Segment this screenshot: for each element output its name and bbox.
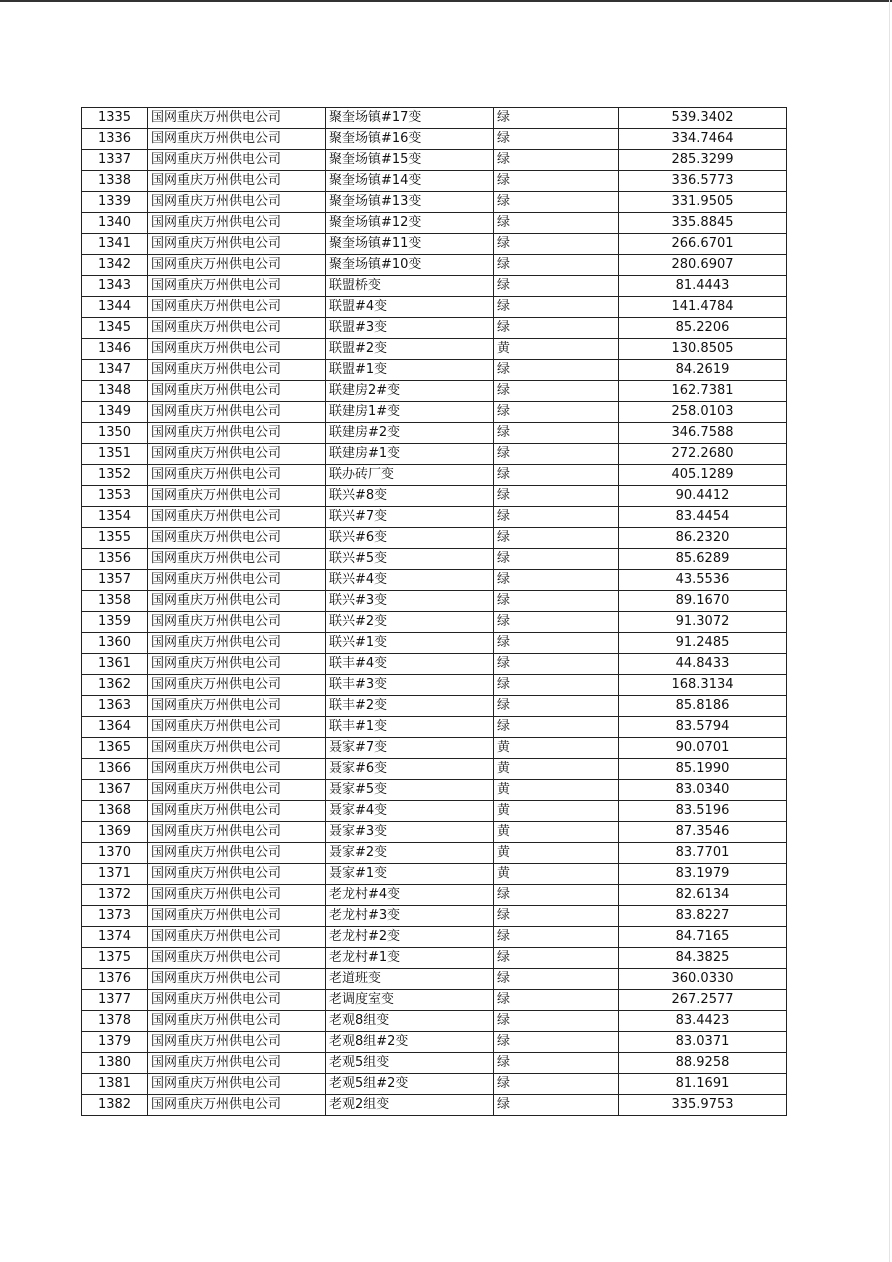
level-cell: 绿 <box>494 276 619 297</box>
company-cell: 国网重庆万州供电公司 <box>148 297 326 318</box>
table-row <box>82 297 787 318</box>
table-row <box>82 927 787 948</box>
station-cell: 老龙村#4变 <box>326 885 494 906</box>
level-cell: 绿 <box>494 297 619 318</box>
value-cell: 162.7381 <box>619 381 787 402</box>
station-cell: 联盟#4变 <box>326 297 494 318</box>
value-cell: 85.1990 <box>619 759 787 780</box>
company-cell: 国网重庆万州供电公司 <box>148 1032 326 1053</box>
station-cell: 老龙村#1变 <box>326 948 494 969</box>
row-number-cell: 1372 <box>82 885 148 906</box>
value-cell: 266.6701 <box>619 234 787 255</box>
company-cell: 国网重庆万州供电公司 <box>148 507 326 528</box>
row-number-cell: 1373 <box>82 906 148 927</box>
table-row <box>82 444 787 465</box>
row-number-cell: 1357 <box>82 570 148 591</box>
station-cell: 联盟#3变 <box>326 318 494 339</box>
company-cell: 国网重庆万州供电公司 <box>148 717 326 738</box>
value-cell: 267.2577 <box>619 990 787 1011</box>
station-cell: 联盟#2变 <box>326 339 494 360</box>
value-cell: 83.1979 <box>619 864 787 885</box>
row-number-cell: 1336 <box>82 129 148 150</box>
table-row <box>82 192 787 213</box>
level-cell: 绿 <box>494 234 619 255</box>
row-number-cell: 1350 <box>82 423 148 444</box>
table-row <box>82 318 787 339</box>
table-row <box>82 1053 787 1074</box>
company-cell: 国网重庆万州供电公司 <box>148 276 326 297</box>
company-cell: 国网重庆万州供电公司 <box>148 549 326 570</box>
company-cell: 国网重庆万州供电公司 <box>148 108 326 129</box>
station-cell: 联盟桥变 <box>326 276 494 297</box>
row-number-cell: 1359 <box>82 612 148 633</box>
table-row <box>82 402 787 423</box>
station-cell: 联丰#1变 <box>326 717 494 738</box>
value-cell: 88.9258 <box>619 1053 787 1074</box>
table-row <box>82 780 787 801</box>
value-cell: 86.2320 <box>619 528 787 549</box>
company-cell: 国网重庆万州供电公司 <box>148 381 326 402</box>
table-row <box>82 255 787 276</box>
level-cell: 黄 <box>494 780 619 801</box>
row-number-cell: 1355 <box>82 528 148 549</box>
level-cell: 绿 <box>494 381 619 402</box>
table-row <box>82 150 787 171</box>
table-row <box>82 1032 787 1053</box>
value-cell: 258.0103 <box>619 402 787 423</box>
table-row <box>82 885 787 906</box>
company-cell: 国网重庆万州供电公司 <box>148 192 326 213</box>
level-cell: 绿 <box>494 1053 619 1074</box>
value-cell: 83.5196 <box>619 801 787 822</box>
row-number-cell: 1354 <box>82 507 148 528</box>
table-row <box>82 528 787 549</box>
station-cell: 聚奎场镇#10变 <box>326 255 494 276</box>
company-cell: 国网重庆万州供电公司 <box>148 591 326 612</box>
value-cell: 539.3402 <box>619 108 787 129</box>
station-cell: 老观8组变 <box>326 1011 494 1032</box>
station-cell: 老龙村#2变 <box>326 927 494 948</box>
company-cell: 国网重庆万州供电公司 <box>148 654 326 675</box>
table-row <box>82 654 787 675</box>
row-number-cell: 1358 <box>82 591 148 612</box>
station-cell: 联建房#2变 <box>326 423 494 444</box>
value-cell: 81.4443 <box>619 276 787 297</box>
value-cell: 285.3299 <box>619 150 787 171</box>
row-number-cell: 1351 <box>82 444 148 465</box>
station-cell: 聂家#7变 <box>326 738 494 759</box>
table-row <box>82 759 787 780</box>
value-cell: 83.0371 <box>619 1032 787 1053</box>
level-cell: 绿 <box>494 465 619 486</box>
row-number-cell: 1368 <box>82 801 148 822</box>
table-row <box>82 738 787 759</box>
value-cell: 83.0340 <box>619 780 787 801</box>
level-cell: 绿 <box>494 528 619 549</box>
table-row <box>82 633 787 654</box>
company-cell: 国网重庆万州供电公司 <box>148 150 326 171</box>
value-cell: 90.4412 <box>619 486 787 507</box>
value-cell: 81.1691 <box>619 1074 787 1095</box>
row-number-cell: 1342 <box>82 255 148 276</box>
station-cell: 老观8组#2变 <box>326 1032 494 1053</box>
level-cell: 黄 <box>494 759 619 780</box>
level-cell: 绿 <box>494 717 619 738</box>
value-cell: 91.2485 <box>619 633 787 654</box>
value-cell: 331.9505 <box>619 192 787 213</box>
row-number-cell: 1375 <box>82 948 148 969</box>
company-cell: 国网重庆万州供电公司 <box>148 318 326 339</box>
company-cell: 国网重庆万州供电公司 <box>148 948 326 969</box>
company-cell: 国网重庆万州供电公司 <box>148 465 326 486</box>
company-cell: 国网重庆万州供电公司 <box>148 843 326 864</box>
value-cell: 83.8227 <box>619 906 787 927</box>
row-number-cell: 1348 <box>82 381 148 402</box>
station-cell: 聂家#5变 <box>326 780 494 801</box>
value-cell: 280.6907 <box>619 255 787 276</box>
value-cell: 89.1670 <box>619 591 787 612</box>
table-row <box>82 213 787 234</box>
row-number-cell: 1382 <box>82 1095 148 1116</box>
table-row <box>82 171 787 192</box>
value-cell: 168.3134 <box>619 675 787 696</box>
company-cell: 国网重庆万州供电公司 <box>148 528 326 549</box>
value-cell: 336.5773 <box>619 171 787 192</box>
page-top-border <box>0 0 892 2</box>
station-cell: 聚奎场镇#13变 <box>326 192 494 213</box>
row-number-cell: 1374 <box>82 927 148 948</box>
company-cell: 国网重庆万州供电公司 <box>148 801 326 822</box>
row-number-cell: 1341 <box>82 234 148 255</box>
station-cell: 联兴#1变 <box>326 633 494 654</box>
company-cell: 国网重庆万州供电公司 <box>148 885 326 906</box>
level-cell: 绿 <box>494 549 619 570</box>
level-cell: 绿 <box>494 969 619 990</box>
company-cell: 国网重庆万州供电公司 <box>148 759 326 780</box>
level-cell: 黄 <box>494 822 619 843</box>
row-number-cell: 1370 <box>82 843 148 864</box>
station-cell: 聂家#4变 <box>326 801 494 822</box>
table-row <box>82 486 787 507</box>
company-cell: 国网重庆万州供电公司 <box>148 129 326 150</box>
table-row <box>82 108 787 129</box>
station-cell: 聂家#2变 <box>326 843 494 864</box>
level-cell: 绿 <box>494 507 619 528</box>
level-cell: 绿 <box>494 423 619 444</box>
station-cell: 聂家#1变 <box>326 864 494 885</box>
company-cell: 国网重庆万州供电公司 <box>148 633 326 654</box>
value-cell: 84.2619 <box>619 360 787 381</box>
station-cell: 聚奎场镇#14变 <box>326 171 494 192</box>
company-cell: 国网重庆万州供电公司 <box>148 1095 326 1116</box>
value-cell: 334.7464 <box>619 129 787 150</box>
row-number-cell: 1343 <box>82 276 148 297</box>
station-cell: 联兴#8变 <box>326 486 494 507</box>
row-number-cell: 1352 <box>82 465 148 486</box>
company-cell: 国网重庆万州供电公司 <box>148 360 326 381</box>
value-cell: 84.3825 <box>619 948 787 969</box>
row-number-cell: 1346 <box>82 339 148 360</box>
company-cell: 国网重庆万州供电公司 <box>148 255 326 276</box>
table-row <box>82 234 787 255</box>
table-row <box>82 969 787 990</box>
table-row <box>82 696 787 717</box>
row-number-cell: 1369 <box>82 822 148 843</box>
value-cell: 83.4454 <box>619 507 787 528</box>
level-cell: 绿 <box>494 1032 619 1053</box>
station-cell: 联丰#3变 <box>326 675 494 696</box>
row-number-cell: 1379 <box>82 1032 148 1053</box>
table-row <box>82 1074 787 1095</box>
row-number-cell: 1335 <box>82 108 148 129</box>
value-cell: 272.2680 <box>619 444 787 465</box>
level-cell: 黄 <box>494 864 619 885</box>
company-cell: 国网重庆万州供电公司 <box>148 444 326 465</box>
level-cell: 绿 <box>494 192 619 213</box>
station-cell: 老道班变 <box>326 969 494 990</box>
company-cell: 国网重庆万州供电公司 <box>148 402 326 423</box>
level-cell: 黄 <box>494 738 619 759</box>
station-cell: 聚奎场镇#12变 <box>326 213 494 234</box>
data-table <box>81 107 787 1116</box>
row-number-cell: 1365 <box>82 738 148 759</box>
level-cell: 绿 <box>494 570 619 591</box>
row-number-cell: 1371 <box>82 864 148 885</box>
table-row <box>82 717 787 738</box>
table-row <box>82 906 787 927</box>
company-cell: 国网重庆万州供电公司 <box>148 339 326 360</box>
table-row <box>82 339 787 360</box>
row-number-cell: 1364 <box>82 717 148 738</box>
station-cell: 联兴#5变 <box>326 549 494 570</box>
company-cell: 国网重庆万州供电公司 <box>148 171 326 192</box>
station-cell: 联建房1#变 <box>326 402 494 423</box>
level-cell: 绿 <box>494 927 619 948</box>
level-cell: 绿 <box>494 906 619 927</box>
row-number-cell: 1377 <box>82 990 148 1011</box>
row-number-cell: 1366 <box>82 759 148 780</box>
value-cell: 83.5794 <box>619 717 787 738</box>
row-number-cell: 1353 <box>82 486 148 507</box>
table-row <box>82 843 787 864</box>
table-row <box>82 1011 787 1032</box>
level-cell: 绿 <box>494 654 619 675</box>
level-cell: 绿 <box>494 129 619 150</box>
value-cell: 44.8433 <box>619 654 787 675</box>
level-cell: 绿 <box>494 591 619 612</box>
company-cell: 国网重庆万州供电公司 <box>148 696 326 717</box>
table-row <box>82 1095 787 1116</box>
station-cell: 联兴#7变 <box>326 507 494 528</box>
company-cell: 国网重庆万州供电公司 <box>148 612 326 633</box>
value-cell: 91.3072 <box>619 612 787 633</box>
row-number-cell: 1338 <box>82 171 148 192</box>
company-cell: 国网重庆万州供电公司 <box>148 864 326 885</box>
station-cell: 联建房2#变 <box>326 381 494 402</box>
row-number-cell: 1347 <box>82 360 148 381</box>
level-cell: 黄 <box>494 801 619 822</box>
row-number-cell: 1381 <box>82 1074 148 1095</box>
company-cell: 国网重庆万州供电公司 <box>148 1011 326 1032</box>
company-cell: 国网重庆万州供电公司 <box>148 675 326 696</box>
station-cell: 聚奎场镇#16变 <box>326 129 494 150</box>
value-cell: 83.4423 <box>619 1011 787 1032</box>
row-number-cell: 1376 <box>82 969 148 990</box>
level-cell: 绿 <box>494 1011 619 1032</box>
company-cell: 国网重庆万州供电公司 <box>148 570 326 591</box>
company-cell: 国网重庆万州供电公司 <box>148 213 326 234</box>
table-row <box>82 990 787 1011</box>
company-cell: 国网重庆万州供电公司 <box>148 969 326 990</box>
level-cell: 黄 <box>494 843 619 864</box>
value-cell: 141.4784 <box>619 297 787 318</box>
value-cell: 335.8845 <box>619 213 787 234</box>
table-row <box>82 360 787 381</box>
station-cell: 聂家#3变 <box>326 822 494 843</box>
row-number-cell: 1349 <box>82 402 148 423</box>
level-cell: 绿 <box>494 360 619 381</box>
table-row <box>82 465 787 486</box>
station-cell: 老调度室变 <box>326 990 494 1011</box>
station-cell: 老观5组变 <box>326 1053 494 1074</box>
row-number-cell: 1339 <box>82 192 148 213</box>
row-number-cell: 1378 <box>82 1011 148 1032</box>
value-cell: 83.7701 <box>619 843 787 864</box>
value-cell: 84.7165 <box>619 927 787 948</box>
station-cell: 联办砖厂变 <box>326 465 494 486</box>
value-cell: 405.1289 <box>619 465 787 486</box>
level-cell: 绿 <box>494 486 619 507</box>
station-cell: 聚奎场镇#11变 <box>326 234 494 255</box>
station-cell: 老观5组#2变 <box>326 1074 494 1095</box>
station-cell: 联兴#4变 <box>326 570 494 591</box>
level-cell: 绿 <box>494 675 619 696</box>
value-cell: 43.5536 <box>619 570 787 591</box>
level-cell: 绿 <box>494 402 619 423</box>
company-cell: 国网重庆万州供电公司 <box>148 234 326 255</box>
station-cell: 联丰#2变 <box>326 696 494 717</box>
level-cell: 绿 <box>494 990 619 1011</box>
value-cell: 335.9753 <box>619 1095 787 1116</box>
station-cell: 联兴#6变 <box>326 528 494 549</box>
level-cell: 绿 <box>494 612 619 633</box>
value-cell: 346.7588 <box>619 423 787 444</box>
table-row <box>82 276 787 297</box>
level-cell: 绿 <box>494 885 619 906</box>
company-cell: 国网重庆万州供电公司 <box>148 738 326 759</box>
table-row <box>82 948 787 969</box>
company-cell: 国网重庆万州供电公司 <box>148 906 326 927</box>
value-cell: 90.0701 <box>619 738 787 759</box>
level-cell: 绿 <box>494 255 619 276</box>
station-cell: 老龙村#3变 <box>326 906 494 927</box>
company-cell: 国网重庆万州供电公司 <box>148 822 326 843</box>
value-cell: 360.0330 <box>619 969 787 990</box>
table-row <box>82 591 787 612</box>
value-cell: 82.6134 <box>619 885 787 906</box>
table-body <box>82 108 787 1116</box>
level-cell: 绿 <box>494 1074 619 1095</box>
table-row <box>82 822 787 843</box>
value-cell: 85.6289 <box>619 549 787 570</box>
row-number-cell: 1367 <box>82 780 148 801</box>
table-row <box>82 423 787 444</box>
company-cell: 国网重庆万州供电公司 <box>148 1053 326 1074</box>
station-cell: 聚奎场镇#17变 <box>326 108 494 129</box>
row-number-cell: 1362 <box>82 675 148 696</box>
table-row <box>82 129 787 150</box>
row-number-cell: 1363 <box>82 696 148 717</box>
company-cell: 国网重庆万州供电公司 <box>148 780 326 801</box>
page-right-edge <box>889 0 890 1262</box>
station-cell: 联兴#2变 <box>326 612 494 633</box>
level-cell: 绿 <box>494 948 619 969</box>
station-cell: 联建房#1变 <box>326 444 494 465</box>
station-cell: 聂家#6变 <box>326 759 494 780</box>
value-cell: 85.2206 <box>619 318 787 339</box>
table-row <box>82 801 787 822</box>
value-cell: 130.8505 <box>619 339 787 360</box>
company-cell: 国网重庆万州供电公司 <box>148 927 326 948</box>
value-cell: 85.8186 <box>619 696 787 717</box>
row-number-cell: 1380 <box>82 1053 148 1074</box>
table-row <box>82 381 787 402</box>
table-row <box>82 549 787 570</box>
row-number-cell: 1360 <box>82 633 148 654</box>
level-cell: 绿 <box>494 696 619 717</box>
company-cell: 国网重庆万州供电公司 <box>148 486 326 507</box>
row-number-cell: 1340 <box>82 213 148 234</box>
level-cell: 绿 <box>494 633 619 654</box>
row-number-cell: 1356 <box>82 549 148 570</box>
level-cell: 绿 <box>494 444 619 465</box>
company-cell: 国网重庆万州供电公司 <box>148 1074 326 1095</box>
table-row <box>82 612 787 633</box>
level-cell: 绿 <box>494 318 619 339</box>
level-cell: 绿 <box>494 171 619 192</box>
station-cell: 联兴#3变 <box>326 591 494 612</box>
level-cell: 绿 <box>494 1095 619 1116</box>
company-cell: 国网重庆万州供电公司 <box>148 990 326 1011</box>
row-number-cell: 1337 <box>82 150 148 171</box>
value-cell: 87.3546 <box>619 822 787 843</box>
table-row <box>82 864 787 885</box>
table-row <box>82 570 787 591</box>
level-cell: 黄 <box>494 339 619 360</box>
level-cell: 绿 <box>494 213 619 234</box>
level-cell: 绿 <box>494 108 619 129</box>
row-number-cell: 1344 <box>82 297 148 318</box>
station-cell: 老观2组变 <box>326 1095 494 1116</box>
row-number-cell: 1361 <box>82 654 148 675</box>
level-cell: 绿 <box>494 150 619 171</box>
station-cell: 联丰#4变 <box>326 654 494 675</box>
row-number-cell: 1345 <box>82 318 148 339</box>
company-cell: 国网重庆万州供电公司 <box>148 423 326 444</box>
station-cell: 聚奎场镇#15变 <box>326 150 494 171</box>
table-row <box>82 675 787 696</box>
table-row <box>82 507 787 528</box>
station-cell: 联盟#1变 <box>326 360 494 381</box>
